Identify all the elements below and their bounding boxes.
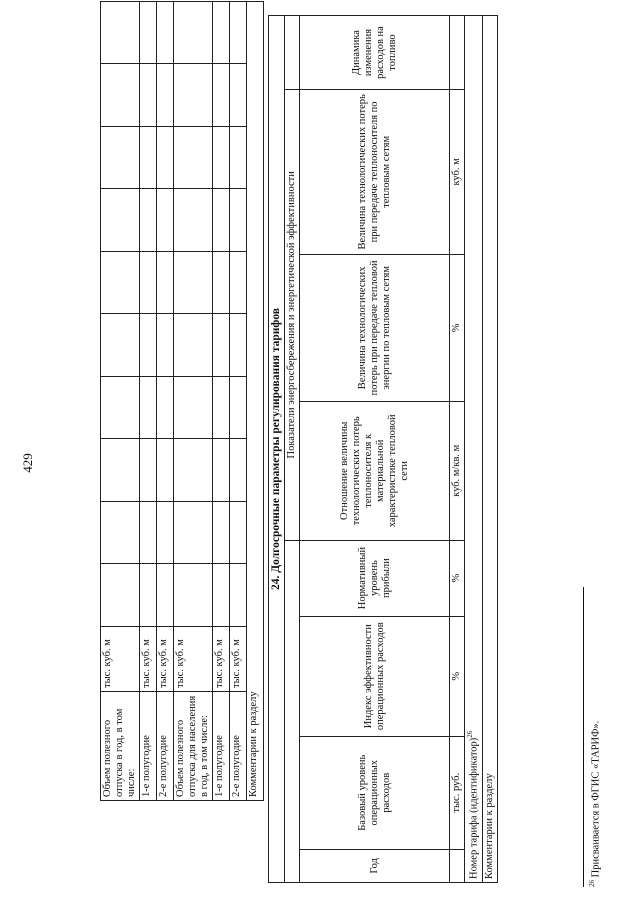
value-cell bbox=[230, 252, 247, 315]
row-label: Объем полезного отпуска в год, в том числе: bbox=[101, 692, 140, 801]
col-norm: Нормативный уровень прибыли bbox=[300, 540, 450, 616]
row-unit: тыс. куб. м bbox=[230, 627, 247, 692]
value-cell bbox=[101, 314, 140, 377]
unit-cell: тыс. руб. bbox=[450, 736, 465, 849]
volume-row bbox=[213, 2, 230, 801]
value-cell bbox=[213, 64, 230, 127]
value-cell bbox=[140, 439, 157, 502]
section-comment: Комментарии к разделу bbox=[482, 16, 497, 883]
row-unit: тыс. куб. м bbox=[140, 627, 157, 692]
value-cell bbox=[174, 127, 213, 190]
col-ratio: Отношение величины технологических потерь теплоносителя к материальной характеристике тепловой сети bbox=[300, 401, 450, 540]
tariff-number-row: Номер тарифа (идентификатор)$^{26}$ bbox=[465, 16, 483, 883]
value-cell bbox=[230, 439, 247, 502]
value-cell bbox=[213, 252, 230, 315]
value-cell bbox=[101, 2, 140, 65]
unit-cell: куб. м/кв. м bbox=[450, 401, 465, 540]
value-cell bbox=[140, 564, 157, 627]
col-loss-pct: Величина технологических потерь при передаче тепловой энергии по тепловым сетям bbox=[300, 254, 450, 401]
volume-table bbox=[100, 1, 264, 801]
value-cell bbox=[140, 127, 157, 190]
value-cell bbox=[157, 564, 174, 627]
volume-row bbox=[140, 2, 157, 801]
row-unit: тыс. куб. м bbox=[101, 627, 140, 692]
value-cell bbox=[213, 502, 230, 565]
value-cell bbox=[230, 189, 247, 252]
value-cell bbox=[101, 377, 140, 440]
value-cell bbox=[230, 64, 247, 127]
row-unit: тыс. куб. м bbox=[213, 627, 230, 692]
value-cell bbox=[101, 127, 140, 190]
value-cell bbox=[157, 189, 174, 252]
value-cell bbox=[174, 64, 213, 127]
group-header: Показатели энергосбережения и энергетической эффективности bbox=[285, 90, 300, 541]
page-number: 429 bbox=[20, 453, 35, 473]
col-index: Индекс эффективности операционных расходов bbox=[300, 616, 450, 736]
top-comment: Комментарии к разделу bbox=[247, 2, 264, 801]
value-cell bbox=[157, 377, 174, 440]
row-label: 2-е полугодие bbox=[157, 692, 174, 801]
value-cell bbox=[157, 314, 174, 377]
value-cell bbox=[101, 564, 140, 627]
unit-cell: куб. м bbox=[450, 90, 465, 255]
footnote-rule bbox=[583, 587, 584, 887]
value-cell bbox=[140, 2, 157, 65]
value-cell bbox=[157, 64, 174, 127]
value-cell bbox=[230, 564, 247, 627]
col-fuel: Динамика изменения расходов на топливо bbox=[300, 16, 450, 90]
value-cell bbox=[174, 564, 213, 627]
value-cell bbox=[213, 2, 230, 65]
value-cell bbox=[157, 502, 174, 565]
volume-row bbox=[230, 2, 247, 801]
section-title: 24. Долгосрочные параметры регулирования тарифов bbox=[269, 16, 285, 883]
value-cell bbox=[157, 439, 174, 502]
value-cell bbox=[101, 189, 140, 252]
footnote: $^{26}$ Присваивается в ФГИС «ТАРИФ». bbox=[588, 720, 602, 887]
value-cell bbox=[213, 189, 230, 252]
value-cell bbox=[174, 314, 213, 377]
value-cell bbox=[230, 377, 247, 440]
value-cell bbox=[174, 502, 213, 565]
value-cell bbox=[140, 64, 157, 127]
value-cell bbox=[213, 314, 230, 377]
row-label: 1-е полугодие bbox=[140, 692, 157, 801]
value-cell bbox=[213, 439, 230, 502]
value-cell bbox=[230, 314, 247, 377]
col-year: Год bbox=[300, 849, 450, 882]
value-cell bbox=[174, 377, 213, 440]
value-cell bbox=[140, 314, 157, 377]
volume-row bbox=[157, 2, 174, 801]
unit-cell bbox=[450, 849, 465, 882]
value-cell bbox=[140, 252, 157, 315]
row-label: Объем полезного отпуска для населения в год, в том числе: bbox=[174, 692, 213, 801]
value-cell bbox=[157, 2, 174, 65]
volume-row bbox=[174, 2, 213, 801]
row-unit: тыс. куб. м bbox=[174, 627, 213, 692]
value-cell bbox=[213, 564, 230, 627]
value-cell bbox=[140, 502, 157, 565]
row-label: 2-е полугодие bbox=[230, 692, 247, 801]
value-cell bbox=[140, 189, 157, 252]
value-cell bbox=[101, 439, 140, 502]
value-cell bbox=[213, 377, 230, 440]
value-cell bbox=[157, 127, 174, 190]
value-cell bbox=[157, 252, 174, 315]
unit-cell bbox=[450, 16, 465, 90]
value-cell bbox=[140, 377, 157, 440]
value-cell bbox=[174, 2, 213, 65]
value-cell bbox=[230, 127, 247, 190]
value-cell bbox=[213, 127, 230, 190]
value-cell bbox=[230, 2, 247, 65]
value-cell bbox=[174, 252, 213, 315]
value-cell bbox=[101, 64, 140, 127]
unit-cell: % bbox=[450, 616, 465, 736]
value-cell bbox=[101, 502, 140, 565]
unit-cell: % bbox=[450, 540, 465, 616]
value-cell bbox=[174, 439, 213, 502]
col-loss-vol: Величина технологических потерь при передаче теплоносителя по тепловым сетям bbox=[300, 90, 450, 255]
value-cell bbox=[230, 502, 247, 565]
col-base: Базовый уровень операционных расходов bbox=[300, 736, 450, 849]
row-unit: тыс. куб. м bbox=[157, 627, 174, 692]
value-cell bbox=[174, 189, 213, 252]
volume-row bbox=[101, 2, 140, 801]
row-label: 1-е полугодие bbox=[213, 692, 230, 801]
unit-cell: % bbox=[450, 254, 465, 401]
tariff-params-table bbox=[268, 15, 498, 883]
value-cell bbox=[101, 252, 140, 315]
